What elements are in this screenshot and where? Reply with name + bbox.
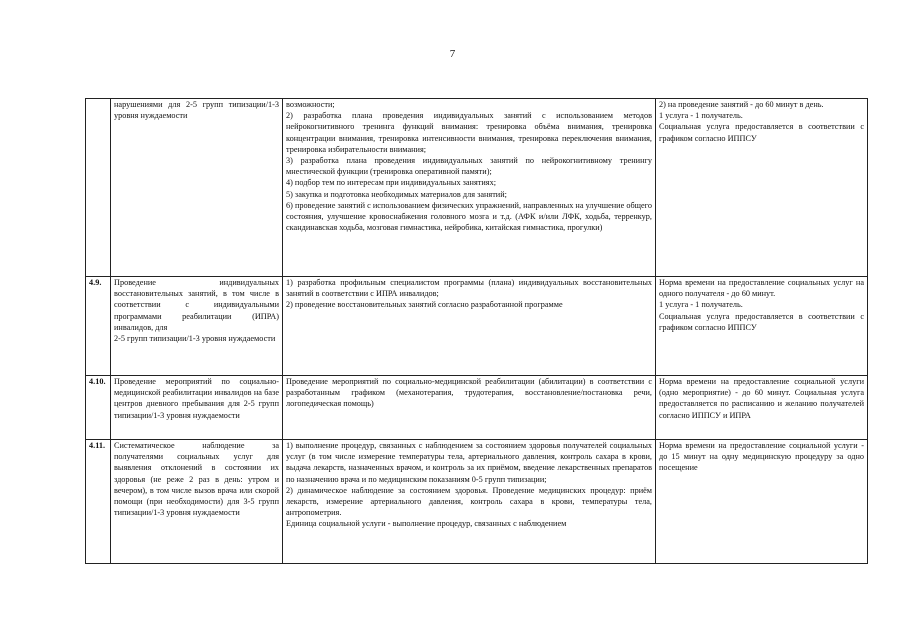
- table-row: [86, 277, 868, 376]
- service-name-text: Проведение индивидуальных восстановительных занятий, в том числе в соответствии с индивидуальными программами реабилитации (ИПРА) инвалидов, для: [114, 278, 279, 332]
- norm-line: 2) на проведение занятий - до 60 минут в день.: [659, 100, 824, 109]
- time-norm-cell: [656, 99, 868, 277]
- service-description-cell: [283, 376, 656, 440]
- norm-line: Социальная услуга предоставляется в соответствии с графиком согласно ИППСУ: [659, 122, 864, 143]
- norm-line: Норма времени на предоставление социальных услуг на одного получателя - до 60 минут.: [659, 278, 864, 299]
- description-line: 2) проведение восстановительных занятий согласно разработанной программе: [286, 300, 563, 310]
- description-line: 1) выполнение процедур, связанных с наблюдением за состоянием здоровья получателей социальных услуг (в том числе измерение температуры тела, артериального давления, контроль сахара в крови, выдача лекарств, назначенных врачом, и контроль за их приёмом, введение лекарственных препаратов по назначению врача и по медицинским показаниям 0-5 групп типизации;: [286, 441, 652, 484]
- table-row: [86, 376, 868, 440]
- norm-line: Норма времени на предоставление социальной услуги (одно мероприятие) - до 60 минут. Социальная услуга предоставляется по расписанию и желанию получателей согласно ИППСУ и ИПРА: [659, 377, 864, 420]
- services-table: [85, 98, 868, 564]
- description-line: 5) закупка и подготовка необходимых материалов для занятий;: [286, 189, 507, 199]
- row-number: 4.9.: [86, 277, 111, 376]
- norm-line: Норма времени на предоставление социальной услуги - до 15 минут на одну медицинскую процедуру за одно посещение: [659, 441, 864, 473]
- row-number: [86, 99, 111, 277]
- description-line: 2) динамическое наблюдение за состоянием здоровья. Проведение медицинских процедур: приём лекарств, измерение артериального давления, контроль сахара в крови, температуры тела, антропометрия.: [286, 485, 652, 518]
- norm-line: 1 услуга - 1 получатель.: [659, 300, 743, 310]
- time-norm-cell: [656, 376, 868, 440]
- description-line: 4) подбор тем по интересам при индивидуальных занятиях;: [286, 178, 497, 188]
- description-line: 2) разработка плана проведения индивидуальных занятий с использованием методов нейрокогнитивного тренинга функций внимания: тренировка объёма внимания, тренировка концентрации внимания, тренировка интенсивности внимания, тренировка переключения внимания, тренировка избирательности внимания;: [286, 111, 652, 154]
- time-norm-cell: [656, 277, 868, 376]
- service-name-cell: [111, 376, 283, 440]
- norm-line: 1 услуга - 1 получатель.: [659, 111, 743, 121]
- description-line: Проведение мероприятий по социально-медицинской реабилитации (абилитации) в соответствии с разработанным графиком (механотерапия, трудотерапия, восстановление/постановка речи, логопедическая помощь): [286, 377, 652, 409]
- row-number: 4.11.: [86, 440, 111, 564]
- service-name-cell: [111, 99, 283, 277]
- service-name-cell: [111, 440, 283, 564]
- description-line: 3) разработка плана проведения индивидуальных занятий по нейрокогнитивному тренингу мнестической функции (тренировка оперативной памяти);: [286, 156, 652, 177]
- table-row: [86, 440, 868, 564]
- service-name-text: 2-5 групп типизации/1-3 уровня нуждаемости: [114, 334, 276, 344]
- description-line: возможности;: [286, 100, 335, 109]
- description-line: 1) разработка профильным специалистом программы (плана) индивидуальных восстановительных занятий в соответствии с ИПРА инвалидов;: [286, 278, 652, 299]
- description-line: 6) проведение занятий с использованием физических упражнений, направленных на улучшение общего состояния, улучшение кровоснабжения головного мозга и т.д. (АФК и/или ЛФК, ходьба, терренкур, скандинавская ходьба, мозговая гимнастика, нейробика, китайская гимнастика, прогулки): [286, 200, 652, 233]
- row-number: 4.10.: [86, 376, 111, 440]
- table-row: [86, 99, 868, 277]
- service-name-cell: [111, 277, 283, 376]
- service-description-cell: [283, 277, 656, 376]
- service-name-text: Проведение мероприятий по социально-медицинской реабилитации инвалидов на базе центров дневного пребывания для 2-5 групп типизации/1-3 уровня нуждаемости: [114, 377, 279, 420]
- service-name-text: нарушениями для 2-5 групп типизации/1-3 уровня нуждаемости: [114, 100, 279, 121]
- time-norm-cell: [656, 440, 868, 564]
- service-description-cell: [283, 99, 656, 277]
- service-name-text: Систематическое наблюдение за получателями социальных услуг для выявления отклонений в состоянии их здоровья (не реже 2 раз в день: утром и вечером), в том числе вызов врача или скорой помощи (при необходимости) для 3-5 групп типизации/1-3 уровня нуждаемости: [114, 441, 279, 518]
- service-description-cell: [283, 440, 656, 564]
- norm-line: Социальная услуга предоставляется в соответствии с графиком согласно ИППСУ: [659, 311, 864, 332]
- page-number: 7: [449, 48, 456, 60]
- description-line: Единица социальной услуги - выполнение процедур, связанных с наблюдением: [286, 519, 567, 529]
